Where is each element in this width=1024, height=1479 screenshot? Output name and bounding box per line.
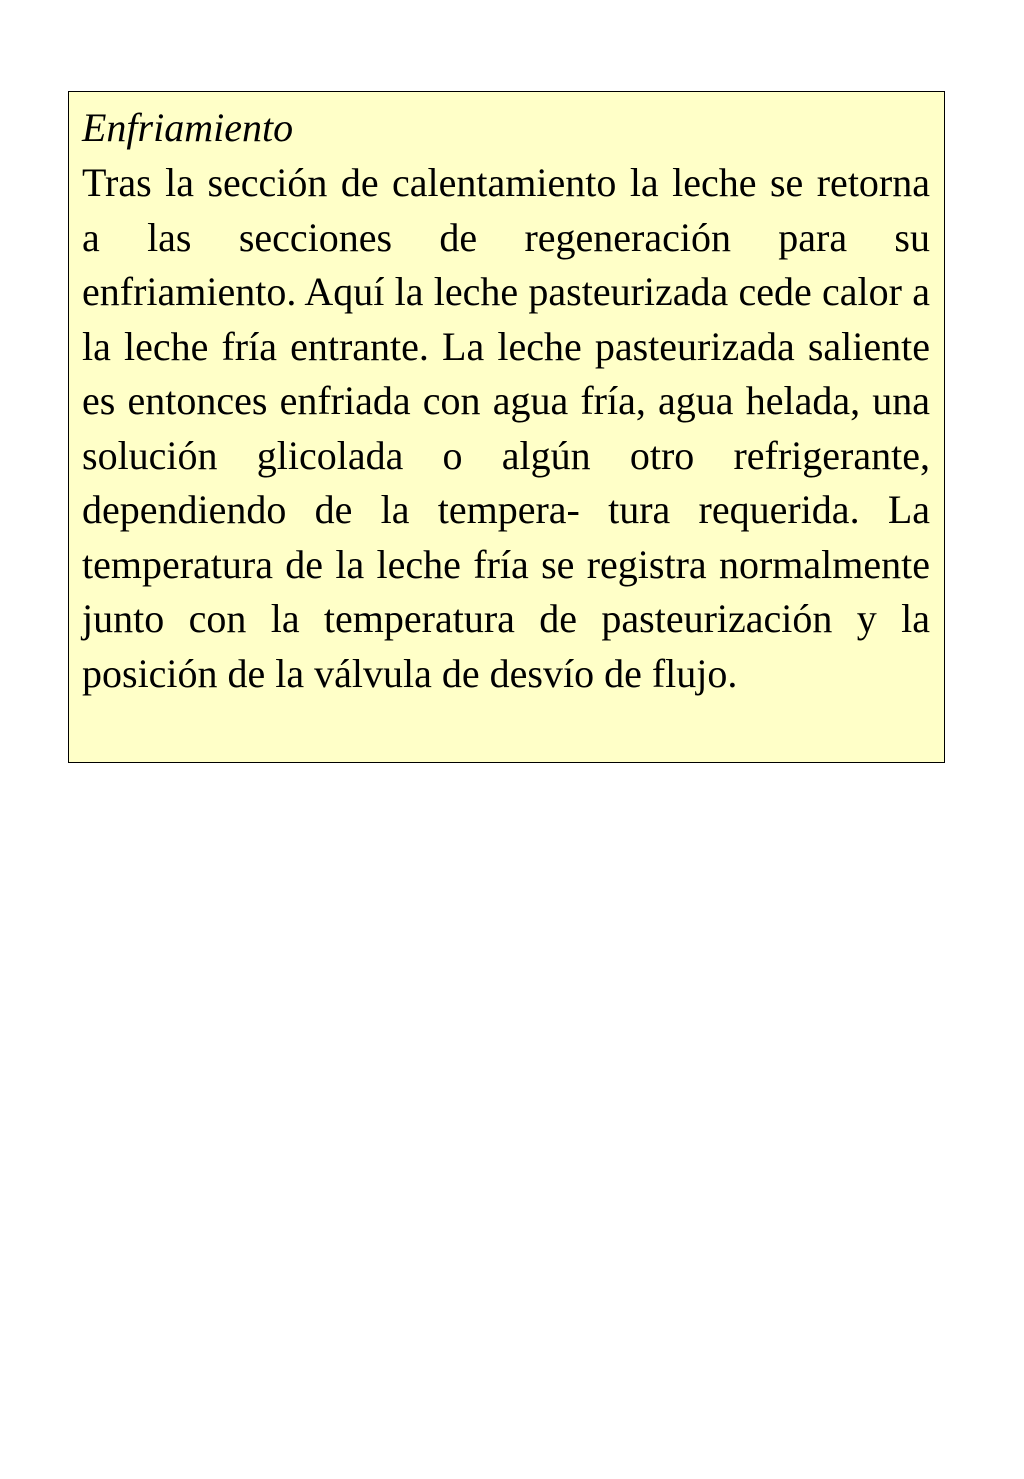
note-body: Tras la sección de calentamiento la leche se retorna a las secciones de regeneración para su enfriamiento. Aquí la leche pasteurizada cede calor a la leche fría entrante. La leche pasteurizada saliente es entonces enfriada con agua fría, agua helada, una solución glicolada o algún otro refrigerante, dependiendo de la tempera- tura requerida. La temperatura de la leche fría se registra normalmente junto con la temperatura de pasteurización y la posición de la válvula de desvío de flujo. (82, 160, 930, 696)
note-box (68, 91, 945, 763)
note-title: Enfriamiento (82, 105, 294, 150)
